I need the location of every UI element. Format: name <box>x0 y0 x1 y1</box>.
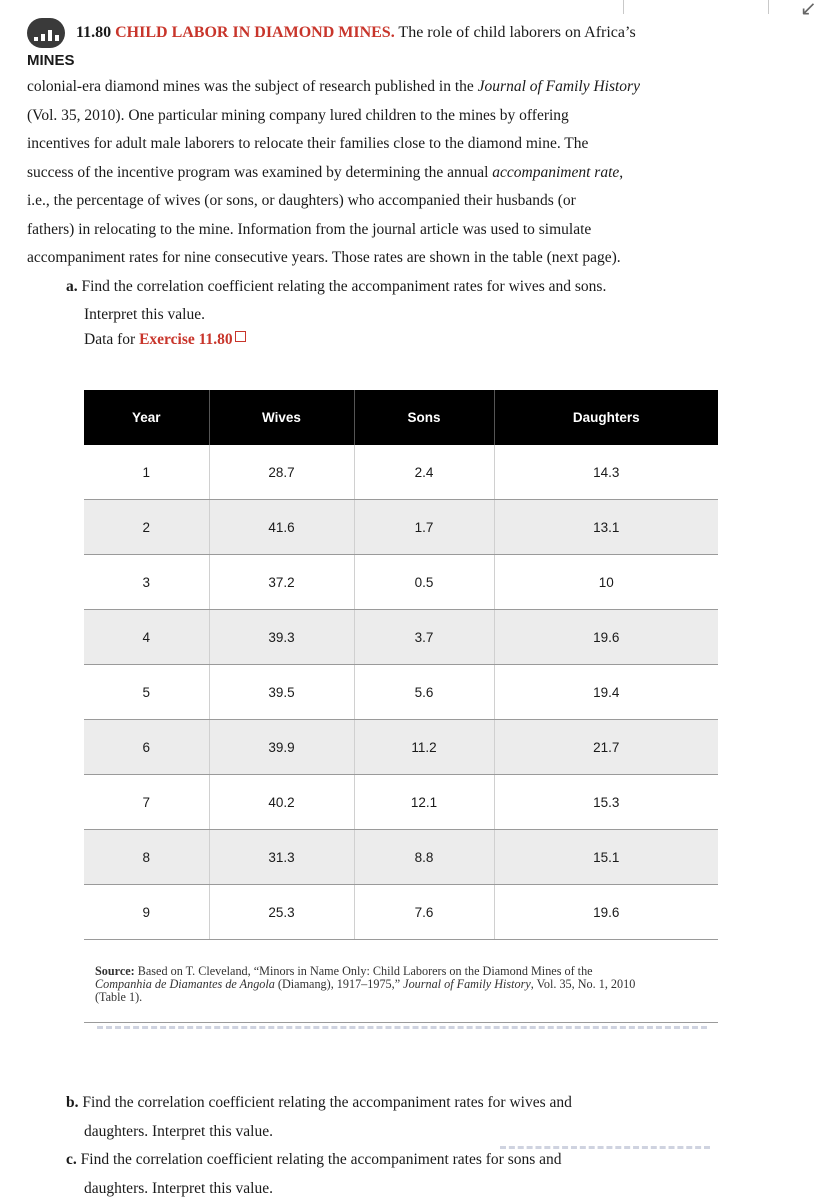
column-header-sons: Sons <box>354 390 494 445</box>
paragraph-line: i.e., the percentage of wives (or sons, or daughters) who accompanied their husbands (or <box>27 192 576 209</box>
year-cell: 4 <box>84 610 209 665</box>
paragraph-line <box>27 73 767 102</box>
bar-chart-icon <box>27 18 65 48</box>
journal-name: Journal of Family History <box>477 78 640 95</box>
part-c-label: c. <box>66 1151 77 1168</box>
wives-cell: 25.3 <box>209 885 354 940</box>
top-divider <box>768 0 769 14</box>
data-table <box>84 390 718 940</box>
table-row <box>84 775 718 830</box>
part-a-text: Find the correlation coefficient relating the accompaniment rates for wives and sons. <box>77 278 607 295</box>
year-cell: 1 <box>84 445 209 500</box>
source-journal: Journal of Family History <box>403 977 531 991</box>
part-a-label: a. <box>66 278 78 295</box>
year-cell: 9 <box>84 885 209 940</box>
daughters-cell: 10 <box>494 555 718 610</box>
year-cell: 6 <box>84 720 209 775</box>
data-for-prefix: Data for <box>84 331 140 348</box>
source-line <box>95 978 705 991</box>
sons-cell: 0.5 <box>354 555 494 610</box>
year-cell: 3 <box>84 555 209 610</box>
wives-cell: 41.6 <box>209 500 354 555</box>
wives-cell: 28.7 <box>209 445 354 500</box>
part-a-question-cont: Interpret this value. <box>84 306 205 323</box>
part-c-question-cont: daughters. Interpret this value. <box>84 1180 273 1197</box>
table-header-row <box>84 390 718 445</box>
corner-arrow-icon: ↙ <box>800 0 817 20</box>
daughters-cell: 15.1 <box>494 830 718 885</box>
wives-cell: 31.3 <box>209 830 354 885</box>
paragraph-text: success of the incentive program was examined by determining the annual <box>27 163 493 181</box>
wives-cell: 39.3 <box>209 610 354 665</box>
source-label: Source: <box>95 964 135 978</box>
source-text: (Diamang), 1917–1975,” <box>274 977 404 991</box>
paragraph-line: accompaniment rates for nine consecutive years. Those rates are shown in the table (next page). <box>27 249 621 266</box>
exercise-number: 11.80 <box>76 24 112 41</box>
column-header-wives: Wives <box>209 390 354 445</box>
year-cell: 5 <box>84 665 209 720</box>
daughters-cell: 13.1 <box>494 500 718 555</box>
part-b-question-cont: daughters. Interpret this value. <box>84 1123 273 1140</box>
daughters-cell: 21.7 <box>494 720 718 775</box>
column-header-daughters: Daughters <box>494 390 718 445</box>
table-row <box>84 500 718 555</box>
data-for-caption <box>84 331 246 349</box>
key-term: accompaniment rate <box>492 163 620 181</box>
part-c-text: Find the correlation coefficient relating the accompaniment rates for sons and <box>76 1151 562 1168</box>
exercise-link[interactable]: Exercise 11.80 <box>139 331 233 348</box>
table-row <box>84 555 718 610</box>
wives-cell: 39.5 <box>209 665 354 720</box>
page-break-divider <box>97 1026 707 1029</box>
sons-cell: 2.4 <box>354 445 494 500</box>
top-divider <box>623 0 624 14</box>
daughters-cell: 19.6 <box>494 885 718 940</box>
table-row <box>84 720 718 775</box>
year-cell: 2 <box>84 500 209 555</box>
source-text: Based on T. Cleveland, “Minors in Name Only: Child Laborers on the Diamond Mines of the <box>134 964 593 978</box>
daughters-cell: 14.3 <box>494 445 718 500</box>
sons-cell: 8.8 <box>354 830 494 885</box>
source-company: Companhia de Diamantes de Angola <box>95 977 275 991</box>
table-row <box>84 885 718 940</box>
paragraph-text: , <box>619 163 624 181</box>
sons-cell: 5.6 <box>354 665 494 720</box>
daughters-cell: 15.3 <box>494 775 718 830</box>
column-header-year: Year <box>84 390 209 445</box>
source-text: , Vol. 35, No. 1, 2010 <box>530 977 636 991</box>
exercise-intro: The role of child laborers on Africa’s <box>394 24 636 41</box>
part-b-question <box>66 1089 572 1118</box>
paragraph-line <box>27 159 767 188</box>
paragraph-line: fathers) in relocating to the mine. Information from the journal article was used to simulate <box>27 220 592 238</box>
year-cell: 7 <box>84 775 209 830</box>
sons-cell: 7.6 <box>354 885 494 940</box>
paragraph-line: incentives for adult male laborers to relocate their families close to the diamond mine. The <box>27 135 589 152</box>
external-link-icon[interactable] <box>235 331 246 342</box>
table-row <box>84 610 718 665</box>
exercise-title: CHILD LABOR IN DIAMOND MINES. <box>115 24 395 41</box>
sons-cell: 1.7 <box>354 500 494 555</box>
exercise-heading <box>76 24 636 42</box>
daughters-cell: 19.4 <box>494 665 718 720</box>
part-b-label: b. <box>66 1094 79 1111</box>
sons-cell: 3.7 <box>354 610 494 665</box>
part-a-question <box>66 273 606 302</box>
year-cell: 8 <box>84 830 209 885</box>
sons-cell: 12.1 <box>354 775 494 830</box>
source-line: (Table 1). <box>95 990 143 1004</box>
table-row <box>84 665 718 720</box>
source-note <box>95 965 705 1004</box>
paragraph-line: (Vol. 35, 2010). One particular mining company lured children to the mines by offering <box>27 106 569 124</box>
wives-cell: 39.9 <box>209 720 354 775</box>
wives-cell: 37.2 <box>209 555 354 610</box>
part-b-text: Find the correlation coefficient relating the accompaniment rates for wives and <box>78 1094 572 1111</box>
sons-cell: 11.2 <box>354 720 494 775</box>
part-c-question <box>66 1146 562 1175</box>
exercise-paragraph <box>27 73 767 273</box>
exercise-title-continued: MINES <box>27 52 75 69</box>
paragraph-text: colonial-era diamond mines was the subject of research published in the <box>27 78 478 95</box>
table-row <box>84 830 718 885</box>
table-bottom-rule <box>84 1022 718 1023</box>
daughters-cell: 19.6 <box>494 610 718 665</box>
wives-cell: 40.2 <box>209 775 354 830</box>
table-row <box>84 445 718 500</box>
